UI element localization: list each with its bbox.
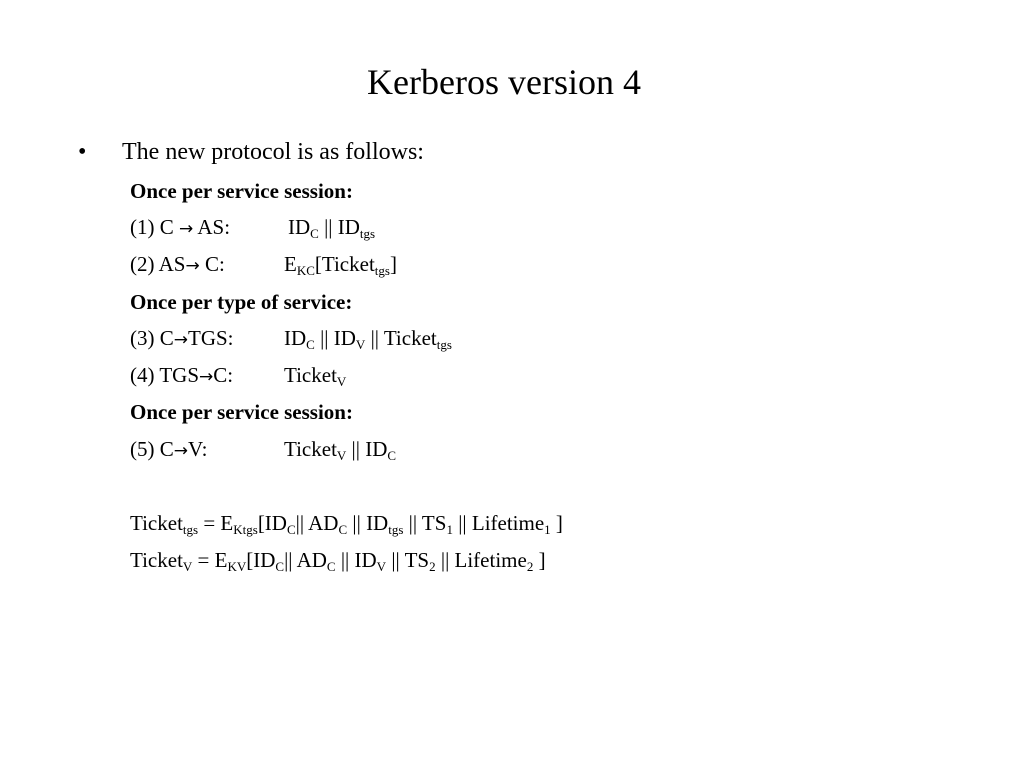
slide-title: Kerberos version 4: [367, 62, 641, 102]
step-payload: Ticket$_V$: [284, 363, 347, 389]
protocol-step-4: [130, 362, 346, 390]
step-destination: TGS:: [188, 326, 234, 350]
ticket-v-formula: Ticket$_V$ = $E_{KV}[ID_C||$ $AD_C$ || $ID_V$ || $TS_2$ || Lifetime$_2$ ]: [130, 548, 546, 574]
step-source: (1) C: [130, 215, 174, 239]
protocol-step-5: [130, 436, 396, 464]
step-source: (5) C: [130, 437, 174, 461]
step-source: (2) AS: [130, 252, 186, 276]
step-route: [130, 436, 284, 464]
bullet-item: [78, 137, 424, 167]
arrow-icon: →: [173, 330, 188, 350]
step-payload: $ID_C$ || $ID_V$ || Ticket$_{tgs}$: [284, 326, 452, 352]
step-destination: C:: [199, 252, 225, 276]
protocol-step-2: [130, 251, 397, 279]
arrow-icon: →: [179, 219, 194, 239]
arrow-icon: →: [199, 367, 214, 387]
arrow-icon: →: [185, 256, 200, 276]
step-route: [130, 214, 288, 242]
step-source: (3) C: [130, 326, 174, 350]
step-route: [130, 325, 284, 353]
step-destination: AS:: [197, 215, 231, 239]
step-source: (4) TGS: [130, 363, 200, 387]
section-heading-1: Once per service session:: [130, 179, 353, 203]
protocol-step-3: [130, 325, 452, 353]
step-destination: C:: [213, 363, 234, 387]
step-route: [130, 251, 284, 279]
section-heading-3: Once per service session:: [130, 400, 353, 424]
arrow-icon: →: [173, 441, 188, 461]
ticket-tgs-formula: Ticket$_{tgs}$ = $E_{Ktgs}[ID_C||$ $AD_C$ || $ID_{tgs}$ || $TS_1$ || Lifetime$_1$ ]: [130, 511, 563, 537]
step-payload: Ticket$_V$ || $ID_C$: [284, 437, 397, 463]
section-heading-2: Once per type of service:: [130, 290, 353, 314]
step-route: [130, 362, 284, 390]
step-destination: V:: [188, 437, 208, 461]
bullet-symbol: •: [78, 139, 87, 165]
protocol-step-1: [130, 214, 375, 242]
step-payload: $E_{KC}[Ticket_{tgs}]$: [284, 252, 397, 278]
bullet-text: The new protocol is as follows:: [122, 139, 424, 165]
step-payload: $ID_C$ || $ID_{tgs}$: [288, 215, 376, 241]
